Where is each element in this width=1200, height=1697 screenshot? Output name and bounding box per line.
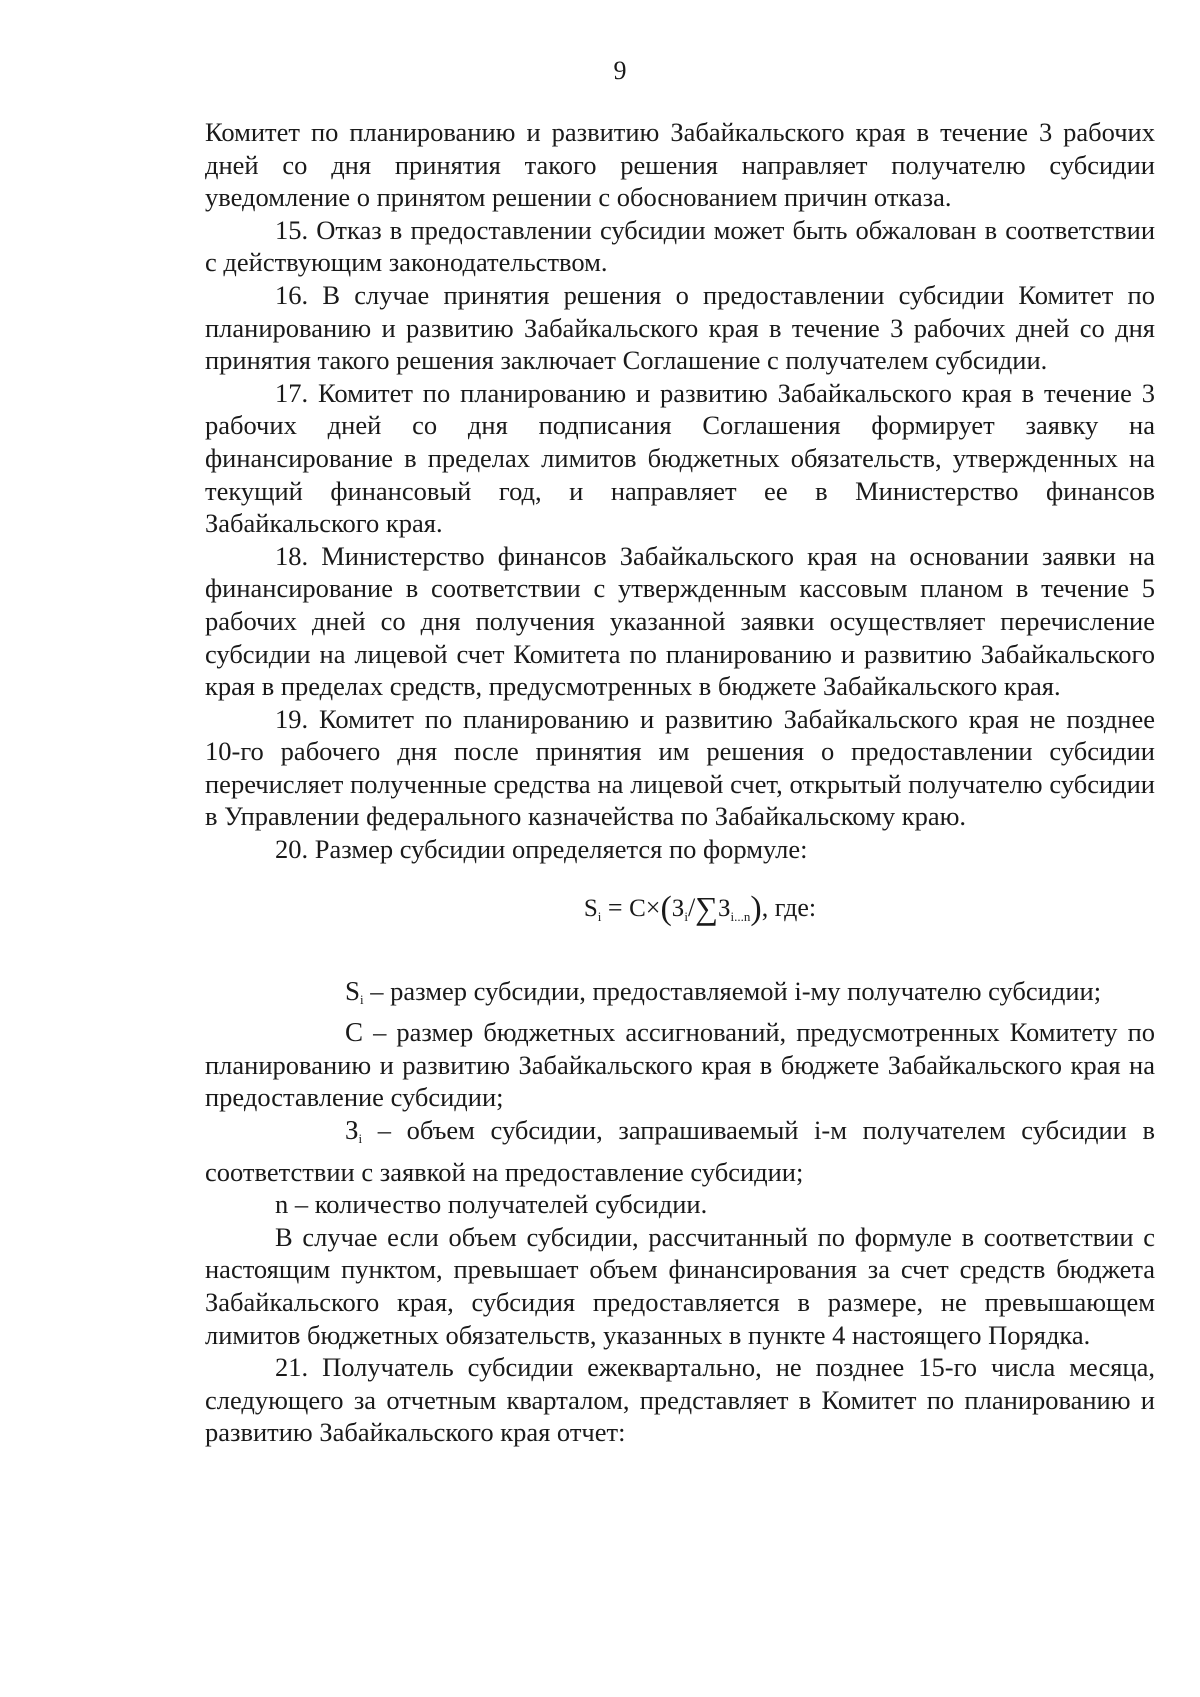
- formula-z2: З: [717, 894, 731, 922]
- definition-s-sub: i: [360, 991, 364, 1007]
- definition-s-text: – размер субсидии, предоставляемой i-му получателю субсидии;: [363, 975, 1102, 1006]
- definition-z-letter: З: [345, 1115, 359, 1146]
- formula-lparen: (: [660, 889, 672, 927]
- formula-rparen: ): [750, 889, 762, 927]
- formula-s-sub: i: [597, 908, 602, 924]
- definition-s: [205, 975, 1155, 1017]
- paragraph-20: 20. Размер субсидии определяется по формуле:: [275, 834, 808, 865]
- paragraph-case: В случае если объем субсидии, рассчитанный по формуле в соответствии с настоящим пунктом, превышает объем финансирования за счет средств бюджета Забайкальского края, субсидия предоставляется в размере, не превышающем лимитов бюджетных обязательств, указанных в пункте 4 настоящего Порядка.: [205, 1221, 1155, 1350]
- paragraph-15: 15. Отказ в предоставлении субсидии может быть обжалован в соответствии с действующим законодательством.: [205, 214, 1155, 278]
- formula-z: З: [671, 894, 685, 922]
- definition-c: [205, 1016, 1155, 1114]
- definition-s-symbol: [275, 975, 364, 1017]
- definition-z-sub: i: [358, 1131, 363, 1147]
- paragraph-continuation: Комитет по планированию и развитию Забайкальского края в течение 3 рабочих дней со дня принятия такого решения направляет получателю субсидии уведомление о принятом решении с обоснованием причин отказа.: [205, 117, 1155, 213]
- formula-sum: ∑: [695, 889, 718, 926]
- formula-times: ×: [645, 892, 661, 922]
- definition-n: n – количество получателей субсидии.: [275, 1189, 708, 1220]
- paragraph-16: 16. В случае принятия решения о предоставлении субсидии Комитет по планированию и развитию Забайкальского края в течение 3 рабочих дней со дня принятия такого решения заключает Соглашение с получателем субсидии.: [205, 279, 1155, 376]
- definition-c-symbol: C: [345, 1017, 364, 1048]
- formula-equals: =: [601, 892, 630, 922]
- paragraph-21: 21. Получатель субсидии ежеквартально, не позднее 15-го числа месяца, следующего за отчетным кварталом, представляет в Комитет по планированию и развитию Забайкальского края отчет:: [205, 1352, 1155, 1448]
- formula-tail: , где:: [761, 892, 817, 922]
- definition-c-text: – размер бюджетных ассигнований, предусмотренных Комитету по планированию и развитию Забайкальского края в бюджете Забайкальского края на предоставление субсидии;: [205, 1017, 1155, 1113]
- subsidy-formula: [245, 888, 1155, 937]
- formula-z2-sub: i...n: [730, 908, 751, 924]
- paragraph-17: 17. Комитет по планированию и развитию Забайкальского края в течение 3 рабочих дней со дня подписания Соглашения формирует заявку на финансирование в пределах лимитов бюджетных обязательств, утвержденных на текущий финансовый год, и направляет ее в Министерство финансов Забайкальского края.: [205, 377, 1155, 539]
- document-body: [205, 116, 1155, 1449]
- formula-z-sub: i: [684, 908, 688, 924]
- definition-z: [205, 1114, 1155, 1188]
- definition-s-letter: S: [345, 975, 361, 1006]
- page-number: 9: [613, 56, 627, 85]
- formula-slash: /: [687, 892, 696, 922]
- definition-z-symbol: [275, 1114, 362, 1156]
- formula-s: S: [583, 894, 598, 922]
- formula-c: C: [629, 894, 646, 922]
- paragraph-19: 19. Комитет по планированию и развитию Забайкальского края не позднее 10-го рабочего дня после принятия им решения о предоставлении субсидии перечисляет полученные средства на лицевой счет, открытый получателю субсидии в Управлении федерального казначейства по Забайкальскому краю.: [205, 703, 1155, 832]
- definition-z-text: – объем субсидии, запрашиваемый i-м получателем субсидии в соответствии с заявкой на предоставление субсидии;: [205, 1115, 1155, 1187]
- paragraph-18: 18. Министерство финансов Забайкальского края на основании заявки на финансирование в соответствии с утвержденным кассовым планом в течение 5 рабочих дней со дня получения указанной заявки осуществляет перечисление субсидии на лицевой счет Комитета по планированию и развитию Забайкальского края в пределах средств, предусмотренных в бюджете Забайкальского края.: [205, 540, 1155, 702]
